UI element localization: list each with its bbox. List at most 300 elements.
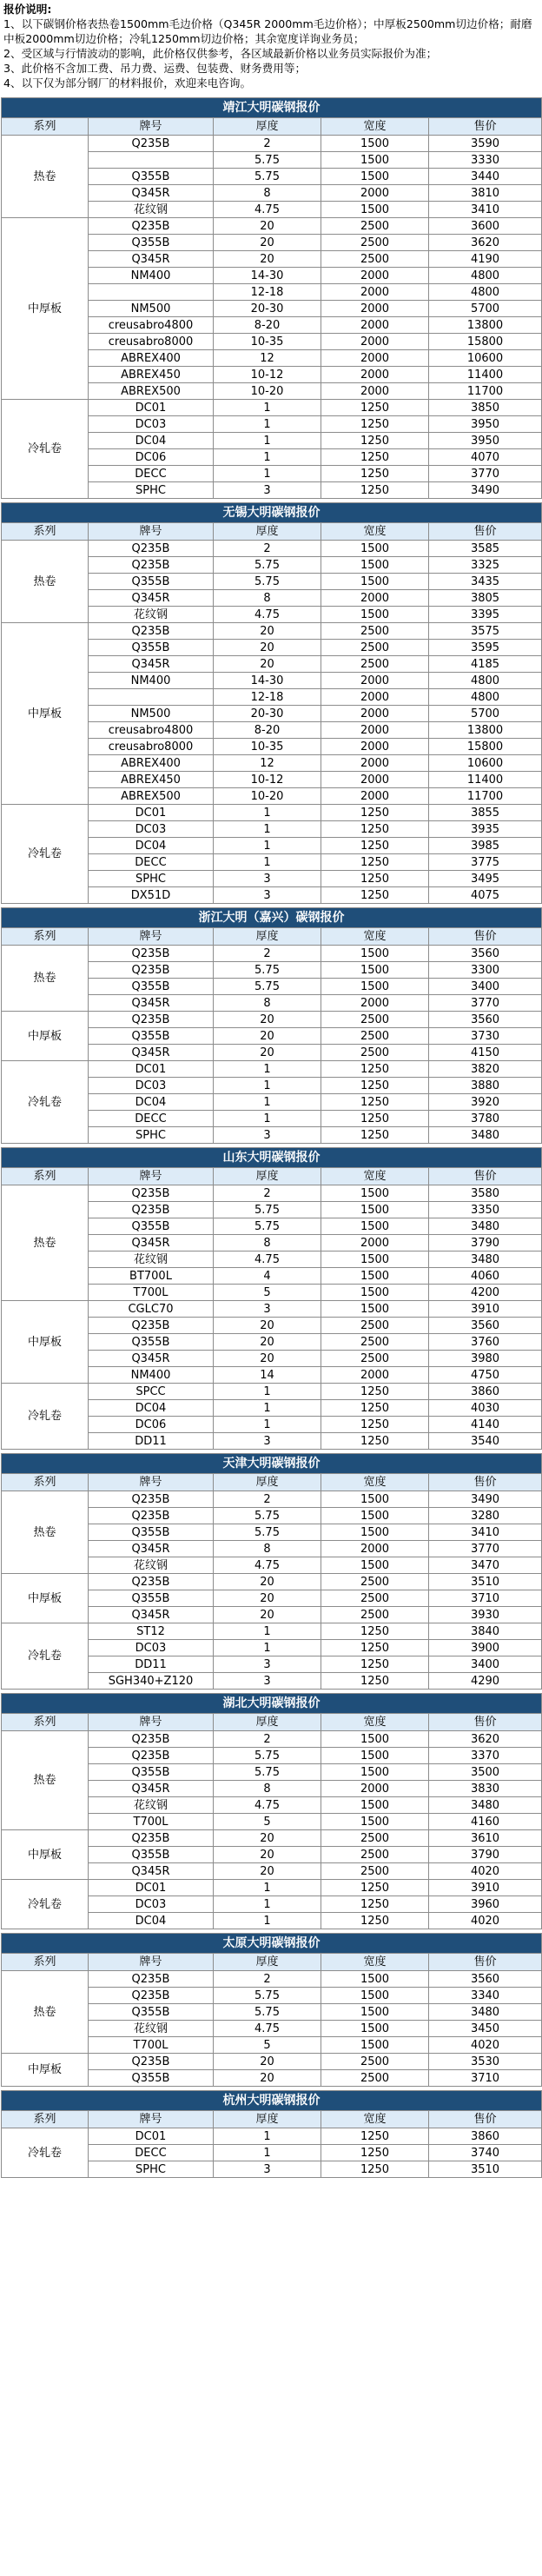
width-cell: 2000 bbox=[321, 317, 429, 334]
thickness-cell: 3 bbox=[214, 2161, 321, 2178]
width-cell: 1500 bbox=[321, 541, 429, 557]
thickness-cell: 5.75 bbox=[214, 1764, 321, 1781]
thickness-cell: 1 bbox=[214, 1640, 321, 1656]
grade-cell: BT700L bbox=[89, 1268, 214, 1285]
price-cell: 5700 bbox=[429, 301, 542, 317]
table-row bbox=[2, 1012, 542, 1028]
width-cell: 1250 bbox=[321, 1623, 429, 1640]
width-cell: 2000 bbox=[321, 185, 429, 202]
grade-cell: T700L bbox=[89, 2037, 214, 2054]
thickness-cell: 8 bbox=[214, 1541, 321, 1557]
width-cell: 1500 bbox=[321, 1185, 429, 1202]
price-cell: 3410 bbox=[429, 1524, 542, 1541]
grade-cell: Q345R bbox=[89, 656, 214, 673]
thickness-cell: 14 bbox=[214, 1367, 321, 1384]
price-cell: 4160 bbox=[429, 1814, 542, 1830]
price-cell: 13800 bbox=[429, 722, 542, 739]
width-cell: 2500 bbox=[321, 1318, 429, 1334]
price-cell: 3480 bbox=[429, 1797, 542, 1814]
grade-cell: creusabro8000 bbox=[89, 334, 214, 350]
thickness-cell: 20 bbox=[214, 640, 321, 656]
price-cell: 3490 bbox=[429, 1491, 542, 1508]
table-row bbox=[2, 1623, 542, 1640]
width-cell: 2000 bbox=[321, 673, 429, 689]
grade-cell: Q345R bbox=[89, 1541, 214, 1557]
price-cell: 4030 bbox=[429, 1400, 542, 1417]
series-cell: 冷轧卷 bbox=[2, 1880, 89, 1929]
grade-cell: Q355B bbox=[89, 1334, 214, 1351]
header-row bbox=[2, 523, 542, 541]
grade-cell: DECC bbox=[89, 854, 214, 871]
width-cell: 1500 bbox=[321, 1748, 429, 1764]
thickness-cell: 1 bbox=[214, 1384, 321, 1400]
table-row bbox=[2, 1574, 542, 1590]
thickness-cell: 20 bbox=[214, 1351, 321, 1367]
grade-cell: 花纹钢 bbox=[89, 1797, 214, 1814]
table-row bbox=[2, 541, 542, 557]
thickness-cell: 12-18 bbox=[214, 689, 321, 706]
price-cell: 3770 bbox=[429, 466, 542, 482]
price-cell: 4800 bbox=[429, 673, 542, 689]
section-title: 山东大明碳钢报价 bbox=[2, 1148, 542, 1168]
column-header: 售价 bbox=[429, 1474, 542, 1491]
section-title-row bbox=[2, 1934, 542, 1954]
grade-cell: NM400 bbox=[89, 268, 214, 284]
price-cell: 3805 bbox=[429, 590, 542, 607]
price-cell: 3530 bbox=[429, 2054, 542, 2070]
width-cell: 1250 bbox=[321, 854, 429, 871]
column-header: 售价 bbox=[429, 928, 542, 946]
grade-cell: Q235B bbox=[89, 623, 214, 640]
price-cell: 3560 bbox=[429, 1012, 542, 1028]
header-row bbox=[2, 118, 542, 136]
price-cell: 3400 bbox=[429, 979, 542, 995]
grade-cell: DC03 bbox=[89, 1078, 214, 1094]
width-cell: 1500 bbox=[321, 2021, 429, 2037]
price-cell: 4140 bbox=[429, 1417, 542, 1433]
table-row bbox=[2, 2128, 542, 2145]
column-header: 售价 bbox=[429, 2111, 542, 2128]
series-cell: 中厚板 bbox=[2, 218, 89, 400]
thickness-cell: 8 bbox=[214, 1235, 321, 1251]
width-cell: 2000 bbox=[321, 350, 429, 367]
column-header: 宽度 bbox=[321, 118, 429, 136]
price-section bbox=[0, 907, 542, 1144]
thickness-cell: 12 bbox=[214, 350, 321, 367]
price-cell: 3730 bbox=[429, 1028, 542, 1045]
column-header: 厚度 bbox=[214, 1168, 321, 1185]
price-cell: 4070 bbox=[429, 449, 542, 466]
price-table bbox=[1, 1453, 542, 1690]
thickness-cell: 1 bbox=[214, 416, 321, 433]
table-row bbox=[2, 1491, 542, 1508]
section-title-row bbox=[2, 1148, 542, 1168]
price-cell: 3860 bbox=[429, 1384, 542, 1400]
price-cell: 4150 bbox=[429, 1045, 542, 1061]
section-title: 天津大明碳钢报价 bbox=[2, 1454, 542, 1474]
grade-cell: Q235B bbox=[89, 541, 214, 557]
thickness-cell: 14-30 bbox=[214, 673, 321, 689]
price-section bbox=[0, 1147, 542, 1450]
grade-cell: ABREX450 bbox=[89, 367, 214, 383]
thickness-cell: 20 bbox=[214, 251, 321, 268]
width-cell: 1500 bbox=[321, 607, 429, 623]
width-cell: 1250 bbox=[321, 433, 429, 449]
grade-cell: ABREX450 bbox=[89, 772, 214, 788]
thickness-cell: 8 bbox=[214, 590, 321, 607]
column-header: 厚度 bbox=[214, 1714, 321, 1731]
column-header: 售价 bbox=[429, 1954, 542, 1971]
price-cell: 3300 bbox=[429, 962, 542, 979]
column-header: 售价 bbox=[429, 523, 542, 541]
thickness-cell: 5.75 bbox=[214, 1748, 321, 1764]
thickness-cell: 4.75 bbox=[214, 607, 321, 623]
width-cell: 1250 bbox=[321, 1400, 429, 1417]
thickness-cell: 3 bbox=[214, 1656, 321, 1673]
width-cell: 1250 bbox=[321, 482, 429, 499]
grade-cell: Q355B bbox=[89, 169, 214, 185]
grade-cell: Q235B bbox=[89, 1988, 214, 2004]
width-cell: 1250 bbox=[321, 1656, 429, 1673]
grade-cell: Q235B bbox=[89, 1574, 214, 1590]
thickness-cell: 5.75 bbox=[214, 962, 321, 979]
thickness-cell: 2 bbox=[214, 1971, 321, 1988]
thickness-cell: 1 bbox=[214, 1623, 321, 1640]
grade-cell: Q235B bbox=[89, 1012, 214, 1028]
price-cell: 3790 bbox=[429, 1235, 542, 1251]
thickness-cell: 20 bbox=[214, 2054, 321, 2070]
price-section bbox=[0, 1693, 542, 1929]
price-section bbox=[0, 1453, 542, 1690]
price-table bbox=[1, 502, 542, 904]
price-cell: 4750 bbox=[429, 1367, 542, 1384]
price-table bbox=[1, 1147, 542, 1450]
width-cell: 1500 bbox=[321, 1218, 429, 1235]
section-title: 杭州大明碳钢报价 bbox=[2, 2091, 542, 2111]
column-header: 牌号 bbox=[89, 928, 214, 946]
thickness-cell: 3 bbox=[214, 1301, 321, 1318]
thickness-cell: 5.75 bbox=[214, 1988, 321, 2004]
width-cell: 1500 bbox=[321, 1251, 429, 1268]
grade-cell: T700L bbox=[89, 1285, 214, 1301]
price-cell: 3710 bbox=[429, 2070, 542, 2087]
table-row bbox=[2, 1731, 542, 1748]
price-cell: 3325 bbox=[429, 557, 542, 574]
thickness-cell: 20 bbox=[214, 1028, 321, 1045]
width-cell: 1500 bbox=[321, 1524, 429, 1541]
width-cell: 1500 bbox=[321, 2004, 429, 2021]
thickness-cell: 20 bbox=[214, 1318, 321, 1334]
width-cell: 1500 bbox=[321, 557, 429, 574]
grade-cell: DC03 bbox=[89, 416, 214, 433]
thickness-cell: 2 bbox=[214, 136, 321, 152]
price-cell: 3560 bbox=[429, 946, 542, 962]
grade-cell: DC01 bbox=[89, 1061, 214, 1078]
grade-cell: Q235B bbox=[89, 1318, 214, 1334]
table-row bbox=[2, 1301, 542, 1318]
grade-cell: Q235B bbox=[89, 1508, 214, 1524]
section-title: 靖江大明碳钢报价 bbox=[2, 98, 542, 118]
width-cell: 1250 bbox=[321, 821, 429, 838]
thickness-cell: 5 bbox=[214, 2037, 321, 2054]
thickness-cell: 4.75 bbox=[214, 2021, 321, 2037]
column-header: 售价 bbox=[429, 1714, 542, 1731]
thickness-cell: 20 bbox=[214, 1830, 321, 1847]
grade-cell: DC03 bbox=[89, 1640, 214, 1656]
width-cell: 2500 bbox=[321, 640, 429, 656]
notes-line: 1、以下碳钢价格表热卷1500mm毛边价格（Q345R 2000mm毛边价格）；中厚板2500mm切边价格；耐磨中板2000mm切边价格；冷轧1250mm切边价格；其余宽度详询业务员； bbox=[3, 17, 532, 45]
price-cell: 3930 bbox=[429, 1607, 542, 1623]
grade-cell: Q355B bbox=[89, 1524, 214, 1541]
thickness-cell: 20 bbox=[214, 1590, 321, 1607]
price-cell: 3860 bbox=[429, 2128, 542, 2145]
price-cell: 4190 bbox=[429, 251, 542, 268]
price-cell: 3490 bbox=[429, 482, 542, 499]
thickness-cell: 8-20 bbox=[214, 317, 321, 334]
thickness-cell: 10-20 bbox=[214, 788, 321, 805]
width-cell: 1250 bbox=[321, 1913, 429, 1929]
width-cell: 1500 bbox=[321, 1301, 429, 1318]
grade-cell: Q345R bbox=[89, 251, 214, 268]
notes-lines bbox=[3, 17, 539, 90]
header-row bbox=[2, 928, 542, 946]
price-cell: 15800 bbox=[429, 739, 542, 755]
grade-cell: SPHC bbox=[89, 482, 214, 499]
price-cell: 4800 bbox=[429, 268, 542, 284]
width-cell: 1250 bbox=[321, 2128, 429, 2145]
grade-cell: SPCC bbox=[89, 1384, 214, 1400]
thickness-cell: 4.75 bbox=[214, 202, 321, 218]
width-cell: 1500 bbox=[321, 1814, 429, 1830]
column-header: 宽度 bbox=[321, 1474, 429, 1491]
grade-cell: Q345R bbox=[89, 1235, 214, 1251]
grade-cell: Q355B bbox=[89, 1847, 214, 1863]
width-cell: 2000 bbox=[321, 755, 429, 772]
price-cell: 3610 bbox=[429, 1830, 542, 1847]
width-cell: 2500 bbox=[321, 1574, 429, 1590]
width-cell: 2000 bbox=[321, 301, 429, 317]
series-cell: 冷轧卷 bbox=[2, 400, 89, 499]
header-row bbox=[2, 1714, 542, 1731]
grade-cell: DC04 bbox=[89, 1913, 214, 1929]
width-cell: 1250 bbox=[321, 466, 429, 482]
table-row bbox=[2, 1830, 542, 1847]
thickness-cell: 1 bbox=[214, 433, 321, 449]
thickness-cell: 3 bbox=[214, 871, 321, 887]
thickness-cell: 1 bbox=[214, 1061, 321, 1078]
price-cell: 3880 bbox=[429, 1078, 542, 1094]
grade-cell: NM400 bbox=[89, 673, 214, 689]
grade-cell: Q235B bbox=[89, 1202, 214, 1218]
section-title-row bbox=[2, 908, 542, 928]
thickness-cell: 1 bbox=[214, 1913, 321, 1929]
width-cell: 1250 bbox=[321, 1127, 429, 1144]
grade-cell: creusabro8000 bbox=[89, 739, 214, 755]
thickness-cell: 5.75 bbox=[214, 1218, 321, 1235]
header-row bbox=[2, 1954, 542, 1971]
price-cell: 11400 bbox=[429, 772, 542, 788]
price-section bbox=[0, 97, 542, 499]
grade-cell: ABREX400 bbox=[89, 755, 214, 772]
grade-cell: ABREX500 bbox=[89, 788, 214, 805]
thickness-cell: 5.75 bbox=[214, 1202, 321, 1218]
grade-cell: Q235B bbox=[89, 1731, 214, 1748]
price-cell: 3620 bbox=[429, 1731, 542, 1748]
width-cell: 1500 bbox=[321, 1731, 429, 1748]
width-cell: 2000 bbox=[321, 788, 429, 805]
price-cell: 3710 bbox=[429, 1590, 542, 1607]
price-cell: 3480 bbox=[429, 1127, 542, 1144]
price-cell: 3590 bbox=[429, 136, 542, 152]
grade-cell: CGLC70 bbox=[89, 1301, 214, 1318]
grade-cell: ST12 bbox=[89, 1623, 214, 1640]
notes-title: 报价说明: bbox=[3, 3, 52, 16]
section-title-row bbox=[2, 2091, 542, 2111]
notes-line: 3、此价格不含加工费、吊力费、运费、包装费、财务费用等； bbox=[3, 62, 307, 75]
price-cell: 3540 bbox=[429, 1433, 542, 1450]
width-cell: 1250 bbox=[321, 416, 429, 433]
price-cell: 3775 bbox=[429, 854, 542, 871]
grade-cell: Q235B bbox=[89, 557, 214, 574]
price-cell: 3950 bbox=[429, 433, 542, 449]
thickness-cell: 20 bbox=[214, 2070, 321, 2087]
price-cell: 3350 bbox=[429, 1202, 542, 1218]
table-row bbox=[2, 400, 542, 416]
table-row bbox=[2, 218, 542, 235]
grade-cell: SPHC bbox=[89, 1127, 214, 1144]
thickness-cell: 20 bbox=[214, 1334, 321, 1351]
grade-cell: DC01 bbox=[89, 805, 214, 821]
table-row bbox=[2, 1185, 542, 1202]
column-header: 厚度 bbox=[214, 2111, 321, 2128]
grade-cell: SPHC bbox=[89, 2161, 214, 2178]
grade-cell: 花纹钢 bbox=[89, 1557, 214, 1574]
series-cell: 冷轧卷 bbox=[2, 1061, 89, 1144]
price-cell: 3410 bbox=[429, 202, 542, 218]
section-title-row bbox=[2, 98, 542, 118]
thickness-cell: 1 bbox=[214, 466, 321, 482]
width-cell: 2500 bbox=[321, 1028, 429, 1045]
price-cell: 3830 bbox=[429, 1781, 542, 1797]
column-header: 厚度 bbox=[214, 1474, 321, 1491]
series-cell: 冷轧卷 bbox=[2, 1623, 89, 1690]
width-cell: 1500 bbox=[321, 1491, 429, 1508]
grade-cell: Q235B bbox=[89, 136, 214, 152]
grade-cell: 花纹钢 bbox=[89, 2021, 214, 2037]
grade-cell: NM500 bbox=[89, 706, 214, 722]
width-cell: 1250 bbox=[321, 871, 429, 887]
column-header: 系列 bbox=[2, 928, 89, 946]
width-cell: 2000 bbox=[321, 689, 429, 706]
price-cell: 3850 bbox=[429, 400, 542, 416]
column-header: 宽度 bbox=[321, 1714, 429, 1731]
price-cell: 3900 bbox=[429, 1640, 542, 1656]
price-cell: 11700 bbox=[429, 383, 542, 400]
width-cell: 2500 bbox=[321, 1045, 429, 1061]
series-cell: 热卷 bbox=[2, 1491, 89, 1574]
grade-cell: 花纹钢 bbox=[89, 1251, 214, 1268]
width-cell: 2500 bbox=[321, 2070, 429, 2087]
grade-cell: Q345R bbox=[89, 590, 214, 607]
thickness-cell: 2 bbox=[214, 1731, 321, 1748]
grade-cell: Q355B bbox=[89, 235, 214, 251]
price-cell: 3510 bbox=[429, 2161, 542, 2178]
thickness-cell: 2 bbox=[214, 1185, 321, 1202]
thickness-cell: 3 bbox=[214, 887, 321, 904]
price-cell: 3855 bbox=[429, 805, 542, 821]
price-cell: 4185 bbox=[429, 656, 542, 673]
table-row bbox=[2, 2054, 542, 2070]
grade-cell: DC04 bbox=[89, 1400, 214, 1417]
thickness-cell: 20 bbox=[214, 1012, 321, 1028]
width-cell: 1250 bbox=[321, 1384, 429, 1400]
grade-cell: Q355B bbox=[89, 640, 214, 656]
table-row bbox=[2, 1971, 542, 1988]
series-cell: 中厚板 bbox=[2, 1012, 89, 1061]
price-sections bbox=[0, 97, 542, 2178]
width-cell: 1250 bbox=[321, 1078, 429, 1094]
width-cell: 2500 bbox=[321, 1830, 429, 1847]
grade-cell: DECC bbox=[89, 466, 214, 482]
width-cell: 2500 bbox=[321, 1012, 429, 1028]
width-cell: 1250 bbox=[321, 2145, 429, 2161]
width-cell: 1500 bbox=[321, 1508, 429, 1524]
price-notes bbox=[0, 0, 542, 94]
thickness-cell: 5.75 bbox=[214, 2004, 321, 2021]
price-cell: 4290 bbox=[429, 1673, 542, 1690]
price-cell: 3575 bbox=[429, 623, 542, 640]
grade-cell: ABREX400 bbox=[89, 350, 214, 367]
price-cell: 3950 bbox=[429, 416, 542, 433]
thickness-cell: 10-35 bbox=[214, 334, 321, 350]
price-cell: 3600 bbox=[429, 218, 542, 235]
series-cell: 冷轧卷 bbox=[2, 2128, 89, 2178]
grade-cell: Q235B bbox=[89, 1830, 214, 1847]
grade-cell: DECC bbox=[89, 1111, 214, 1127]
grade-cell: SPHC bbox=[89, 871, 214, 887]
width-cell: 1250 bbox=[321, 805, 429, 821]
price-cell: 3480 bbox=[429, 1218, 542, 1235]
width-cell: 1250 bbox=[321, 838, 429, 854]
price-cell: 3560 bbox=[429, 1971, 542, 1988]
thickness-cell: 2 bbox=[214, 1491, 321, 1508]
price-cell: 3820 bbox=[429, 1061, 542, 1078]
price-table bbox=[1, 2090, 542, 2178]
thickness-cell: 20 bbox=[214, 235, 321, 251]
grade-cell: Q345R bbox=[89, 1863, 214, 1880]
price-cell: 4200 bbox=[429, 1285, 542, 1301]
series-cell: 中厚板 bbox=[2, 1574, 89, 1623]
grade-cell: Q355B bbox=[89, 574, 214, 590]
notes-line: 4、以下仅为部分钢厂的材料报价，欢迎来电咨询。 bbox=[3, 76, 252, 90]
table-row bbox=[2, 623, 542, 640]
width-cell: 1250 bbox=[321, 1417, 429, 1433]
width-cell: 1250 bbox=[321, 2161, 429, 2178]
thickness-cell: 1 bbox=[214, 854, 321, 871]
width-cell: 1500 bbox=[321, 1557, 429, 1574]
grade-cell: Q355B bbox=[89, 2004, 214, 2021]
price-cell: 3790 bbox=[429, 1847, 542, 1863]
width-cell: 1500 bbox=[321, 2037, 429, 2054]
thickness-cell: 3 bbox=[214, 1433, 321, 1450]
price-cell: 3495 bbox=[429, 871, 542, 887]
column-header: 系列 bbox=[2, 1714, 89, 1731]
column-header: 厚度 bbox=[214, 928, 321, 946]
grade-cell: NM400 bbox=[89, 1367, 214, 1384]
width-cell: 2000 bbox=[321, 1781, 429, 1797]
width-cell: 2500 bbox=[321, 1590, 429, 1607]
thickness-cell: 4.75 bbox=[214, 1557, 321, 1574]
